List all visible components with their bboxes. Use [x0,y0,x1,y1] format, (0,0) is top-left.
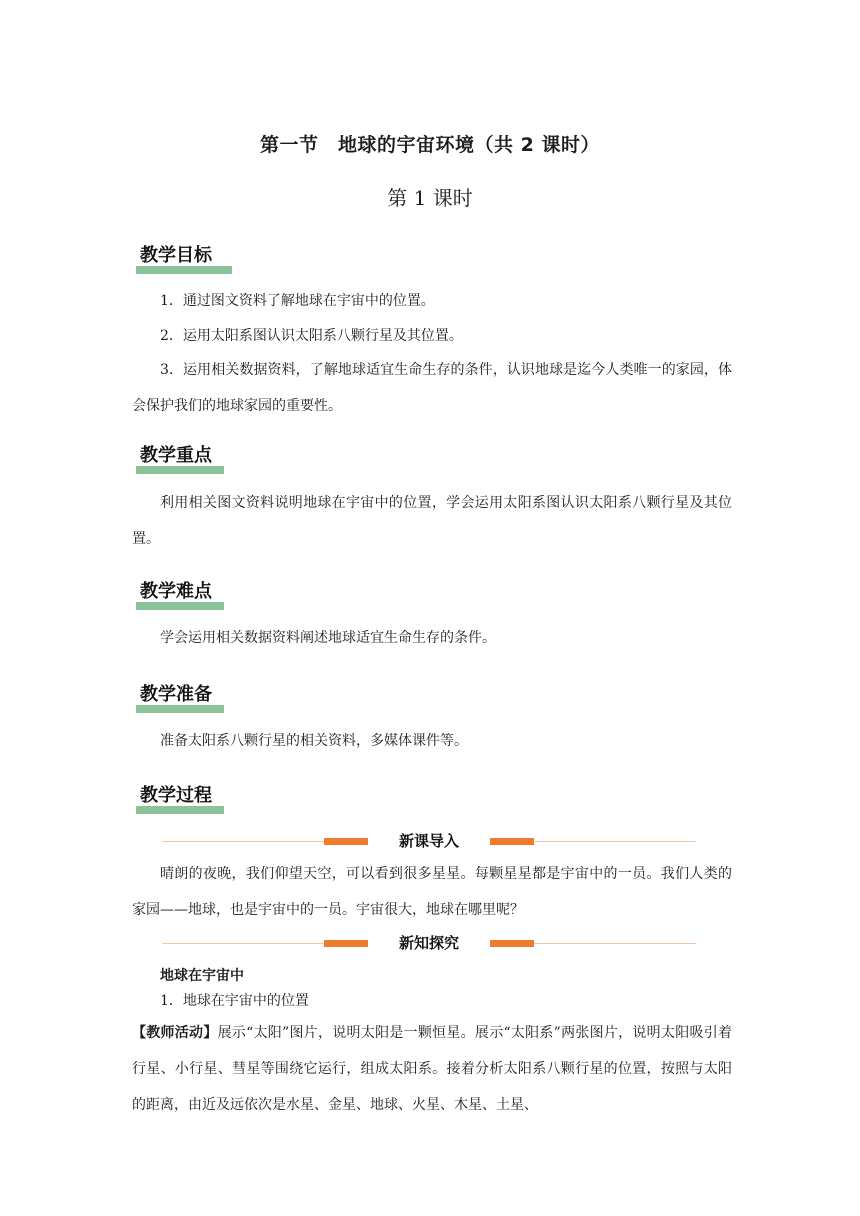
objective-item-2: 2．运用太阳系图认识太阳系八颗行星及其位置。 [160,328,463,344]
difficulties-text: 学会运用相关数据资料阐述地球适宜生命生存的条件。 [160,630,496,646]
objective-item-1: 1．通过图文资料了解地球在宇宙中的位置。 [160,293,435,309]
explore-subheading: 地球在宇宙中 [160,968,244,984]
page-subtitle: 第 1 课时 [387,186,473,210]
explore-point-1: 1．地球在宇宙中的位置 [160,993,309,1009]
section-heading-difficulties [136,580,224,610]
section-heading-label: 教学难点 [140,581,212,602]
divider-explore [162,934,696,954]
section-heading-key-points [136,444,224,474]
intro-text: 晴朗的夜晚，我们仰望天空，可以看到很多星星。每颗星星都是宇宙中的一员。我们人类的家园——地球，也是宇宙中的一员。宇宙很大，地球在哪里呢？ [132,866,732,918]
section-heading-objectives [136,244,232,274]
divider-label: 新课导入 [398,832,459,850]
section-heading-label: 教学准备 [140,684,212,705]
objective-item-3: 3．运用相关数据资料，了解地球适宜生命生存的条件，认识地球是迄今人类唯一的家园，体会保护我们的地球家园的重要性。 [132,362,732,414]
page-title: 第一节 地球的宇宙环境（共 2 课时） [260,134,600,156]
teacher-activity-tag: 【教师活动】 [132,1025,218,1041]
section-heading-process [136,784,224,814]
section-heading-label: 教学过程 [140,785,212,806]
teacher-activity-paragraph [132,1015,732,1123]
preparation-text: 准备太阳系八颗行星的相关资料，多媒体课件等。 [160,733,468,749]
divider-label: 新知探究 [398,934,459,952]
section-heading-preparation [136,683,224,713]
divider-intro [162,832,696,852]
teacher-activity-text: 展示“太阳”图片，说明太阳是一颗恒星。展示“太阳系”两张图片，说明太阳吸引着行星、小行星、彗星等围绕它运行，组成太阳系。接着分析太阳系八颗行星的位置，按照与太阳的距离，由近及远依次是水星、金星、地球、火星、木星、土星、 [132,1025,732,1113]
section-heading-label: 教学重点 [140,445,212,466]
key-points-text: 利用相关图文资料说明地球在宇宙中的位置，学会运用太阳系图认识太阳系八颗行星及其位置。 [132,495,732,547]
section-heading-label: 教学目标 [140,245,212,266]
